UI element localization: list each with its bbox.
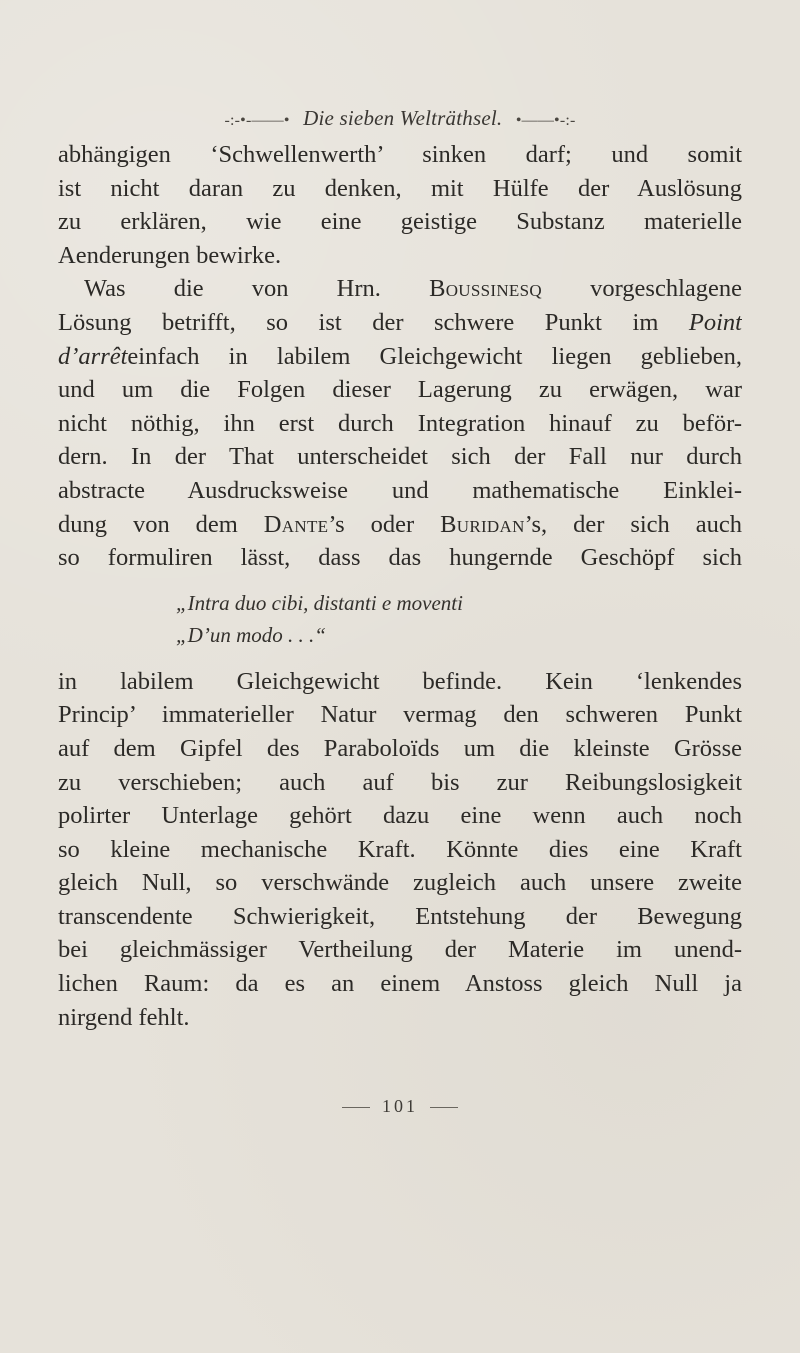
text-line: dern. In der That unterscheidet sich der Fall nur durch bbox=[58, 443, 742, 471]
text-run: ’s oder bbox=[328, 510, 441, 538]
text-run: vorgeschlagene bbox=[541, 275, 742, 303]
text-line: bei gleichmässiger Vertheilung der Materie im unend- bbox=[58, 936, 742, 964]
text-run: ’s, der sich auch bbox=[524, 510, 742, 538]
author-name-buridan: Buridan bbox=[440, 510, 525, 538]
text-line bbox=[58, 306, 742, 340]
text-line: polirter Unterlage gehört dazu eine wenn auch noch bbox=[58, 802, 742, 830]
page-number: 101 bbox=[382, 1096, 418, 1116]
text-line: nirgend fehlt. bbox=[58, 1003, 190, 1031]
author-name-boussinesq: Boussinesq bbox=[429, 275, 542, 303]
text-run: Was die von Hrn. bbox=[84, 275, 430, 303]
text-line: lichen Raum: da es an einem Anstoss gleich Null ja bbox=[58, 970, 742, 998]
text-line: zu verschieben; auch auf bis zur Reibungslosigkeit bbox=[58, 768, 742, 796]
text-line: zu erklären, wie eine geistige Substanz materielle bbox=[58, 208, 742, 236]
text-line: gleich Null, so verschwände zugleich auch unsere zweite bbox=[58, 869, 742, 897]
divider bbox=[342, 1107, 370, 1108]
text-line: so formuliren lässt, dass das hungernde Geschöpf sich bbox=[58, 544, 742, 572]
running-header bbox=[0, 106, 800, 131]
divider bbox=[430, 1107, 458, 1108]
page-number-footer bbox=[0, 1096, 800, 1117]
text-line bbox=[58, 272, 742, 306]
text-line: auf dem Gipfel des Paraboloïds um die kleinste Grösse bbox=[58, 734, 742, 762]
text-run: Lösung betrifft, so ist der schwere Punkt im bbox=[58, 308, 689, 336]
header-ornament-right: •——•-:- bbox=[515, 112, 576, 129]
block-quote bbox=[58, 587, 742, 651]
text-run: dung von dem bbox=[58, 510, 264, 538]
text-line: in labilem Gleichgewicht befinde. Kein ‘lenkendes bbox=[58, 667, 742, 695]
author-name-dante: Dante bbox=[263, 510, 329, 538]
text-run: einfach in labilem Gleichgewicht liegen geblieben, bbox=[127, 342, 742, 370]
paragraph-3 bbox=[58, 665, 742, 1035]
text-line: abstracte Ausdrucksweise und mathematische Einklei- bbox=[58, 476, 742, 504]
quote-line: „Intra duo cibi, distanti e moventi bbox=[176, 590, 463, 615]
text-line: Aenderungen bewirke. bbox=[58, 241, 282, 269]
text-line: Princip’ immaterieller Natur vermag den schweren Punkt bbox=[58, 701, 742, 729]
text-line bbox=[58, 340, 742, 374]
paragraph-1 bbox=[58, 138, 742, 272]
paragraph-2 bbox=[58, 272, 742, 574]
page-body bbox=[58, 138, 742, 1034]
text-line bbox=[58, 508, 742, 542]
text-line: ist nicht daran zu denken, mit Hülfe der Auslösung bbox=[58, 174, 742, 202]
spacer bbox=[58, 651, 742, 665]
text-line: und um die Folgen dieser Lagerung zu erwägen, war bbox=[58, 376, 742, 404]
text-line: transcendente Schwierigkeit, Entstehung der Bewegung bbox=[58, 902, 742, 930]
running-title: Die sieben Welträthsel. bbox=[303, 106, 503, 130]
text-line: nicht nöthig, ihn erst durch Integration hinauf zu beför- bbox=[58, 409, 742, 437]
quote-line: „D’un modo . . .“ bbox=[176, 622, 326, 647]
italic-term: Point bbox=[688, 308, 742, 336]
italic-term: d’arrêt bbox=[58, 342, 128, 370]
text-line: abhängigen ‘Schwellenwerth’ sinken darf; und somit bbox=[58, 141, 742, 168]
spacer bbox=[58, 575, 742, 587]
header-ornament-left: -:-•-——• bbox=[224, 112, 290, 129]
text-line: so kleine mechanische Kraft. Könnte dies eine Kraft bbox=[58, 835, 742, 863]
